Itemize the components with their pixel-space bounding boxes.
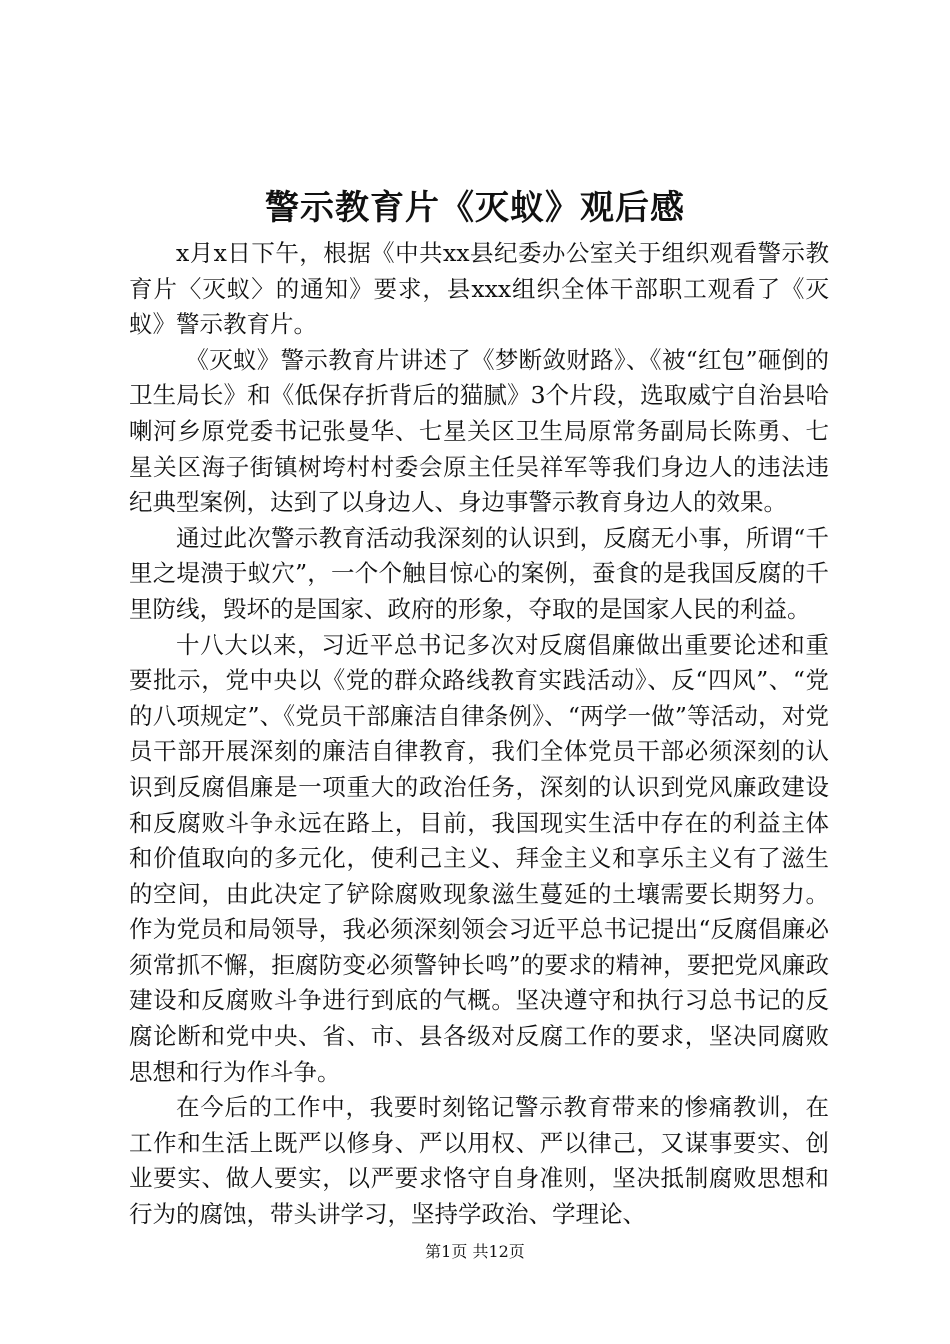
paragraph-5: 在今后的工作中，我要时刻铭记警示教育带来的惨痛教训，在工作和生活上既严以修身、严以用权、严以律己，又谋事要实、创业要实、做人要实，以严要求恪守自身准则，坚决抵制腐败思想和行为的腐蚀，带头讲学习，坚持学政治、学理论、 bbox=[129, 1093, 829, 1229]
paragraph-1: x月x日下午，根据《中共xx县纪委办公室关于组织观看警示教育片〈灭蚁〉的通知》要求，县xxx组织全体干部职工观看了《灭蚁》警示教育片。 bbox=[129, 239, 829, 339]
page-number-footer: 第1页 共12页 bbox=[425, 1242, 525, 1261]
paragraph-3: 通过此次警示教育活动我深刻的认识到，反腐无小事，所谓“千里之堤溃于蚁穴”，一个个触目惊心的案例，蚕食的是我国反腐的千里防线，毁坏的是国家、政府的形象，夺取的是国家人民的利益。 bbox=[129, 523, 829, 623]
document-body bbox=[129, 236, 829, 1233]
paragraph-2: 《灭蚁》警示教育片讲述了《梦断敛财路》、《被“红包”砸倒的卫生局长》和《低保存折背后的猫腻》3个片段，选取威宁自治县哈喇河乡原党委书记张曼华、七星关区卫生局原常务副局长陈勇、七星关区海子街镇树垮村村委会原主任吴祥军等我们身边人的违法违纪典型案例，达到了以身边人、身边事警示教育身边人的效果。 bbox=[129, 345, 829, 517]
document-title: 警示教育片《灭蚁》观后感 bbox=[265, 188, 685, 228]
paragraph-4: 十八大以来，习近平总书记多次对反腐倡廉做出重要论述和重要批示，党中央以《党的群众路线教育实践活动》、反“四风”、“党的八项规定”、《党员干部廉洁自律条例》、“两学一做”等活动，对党员干部开展深刻的廉洁自律教育，我们全体党员干部必须深刻的认识到反腐倡廉是一项重大的政治任务，深刻的认识到党风廉政建设和反腐败斗争永远在路上，目前，我国现实生活中存在的利益主体和价值取向的多元化，使利己主义、拜金主义和享乐主义有了滋生的空间，由此决定了铲除腐败现象滋生蔓延的土壤需要长期努力。作为党员和局领导，我必须深刻领会习近平总书记提出“反腐倡廉必须常抓不懈，拒腐防变必须警钟长鸣”的要求的精神，要把党风廉政建设和反腐败斗争进行到底的气概。坚决遵守和执行习总书记的反腐论断和党中央、省、市、县各级对反腐工作的要求，坚决同腐败思想和行为作斗争。 bbox=[129, 630, 829, 1086]
